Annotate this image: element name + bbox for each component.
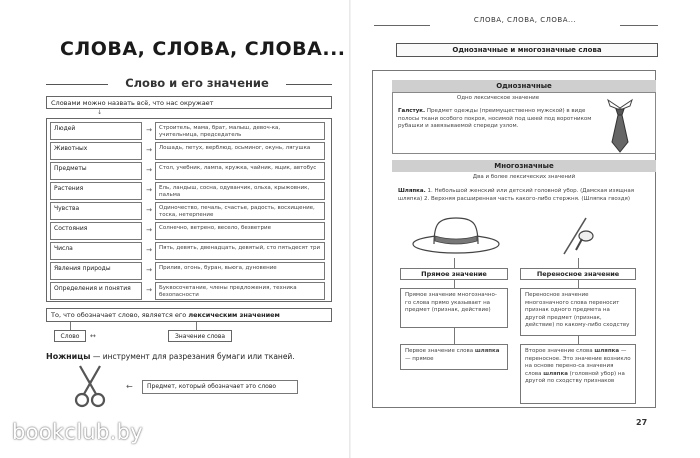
examples-cell: Буквосочетание, члены предложения, техника безопасности	[155, 282, 325, 300]
direct-example-box	[400, 344, 508, 370]
scissors-icon	[70, 364, 112, 410]
mnogoznachnye-sub: Два и более лексических значений	[472, 174, 576, 180]
figurative-example-suffix: (головной убор) на другой по сходству признаков	[525, 370, 625, 384]
category-cell: Людей	[50, 122, 142, 140]
examples-cell: Стол, учебник, лампа, кружка, чайник, ящик, автобус	[155, 162, 325, 180]
category-cell: Состояния	[50, 222, 142, 240]
examples-cell: Прилив, огонь, буран, вьюга, дуновение	[155, 262, 325, 280]
book-gutter	[349, 0, 351, 458]
summary-bold: лексическим значением	[188, 311, 280, 319]
category-cell: Явления природы	[50, 262, 142, 280]
right-arrow: →	[146, 166, 152, 174]
intro-box: Словами можно назвать всё, что нас окружает	[46, 96, 332, 109]
figurative-meaning-title: Переносное значение	[520, 268, 636, 280]
connector-line	[70, 322, 71, 330]
subtitle-rule-right	[286, 84, 332, 85]
direct-example-word: шляпка	[474, 348, 500, 354]
odnoznachnye-sub: Одно лексическое значение	[456, 95, 540, 101]
summary-text: То, что обозначает слово, является его	[51, 311, 189, 319]
object-box: Предмет, который обозначает это слово	[142, 380, 298, 394]
down-arrow: ↓	[97, 109, 103, 116]
band-mnogoznachnye: Многозначные	[392, 160, 656, 172]
section-heading: Однозначные и многозначные слова	[396, 43, 658, 57]
figurative-example-box	[520, 344, 636, 404]
nail-icon	[556, 214, 600, 258]
direct-example-suffix: — прямое	[405, 355, 434, 362]
necktie-icon	[602, 96, 638, 154]
connector-line	[578, 280, 579, 288]
figurative-meaning-box: Переносное значение многозначного слова переносит признак одного предмета на другой предмет (признак, действие) по какому-либо сходству	[520, 288, 636, 336]
right-arrow: →	[146, 226, 152, 234]
category-cell: Чувства	[50, 202, 142, 220]
shlyapka-text: 1. Небольшой женский или детский головной убор. (Дамская изящная шляпка) 2. Верхняя расширенная часть какого-либо стержня. (Шляпка гвоздя)	[398, 188, 635, 202]
right-arrow: →	[146, 286, 152, 294]
running-head-rule-right	[620, 25, 658, 26]
watermark: bookclub.by	[12, 420, 143, 444]
figurative-example-mid: — переносное. Это значение возникло на основе перено-са значения слова	[525, 348, 631, 377]
subtitle-rule-left	[46, 84, 108, 85]
right-arrow: →	[146, 206, 152, 214]
category-cell: Животных	[50, 142, 142, 160]
figurative-example-prefix: Второе значение слова	[525, 348, 595, 354]
category-cell: Определения и понятия	[50, 282, 142, 300]
figurative-example-word2: шляпка	[543, 370, 568, 377]
connector-line	[454, 258, 455, 268]
connector-line	[578, 258, 579, 268]
meaning-box: Значение слова	[168, 330, 232, 342]
examples-cell: Пять, девять, двенадцать, девятый, сто пятьдесят три	[155, 242, 325, 260]
connector-line	[196, 322, 197, 330]
galstuk-text: Предмет одежды (преимущественно мужской) в виде полосы ткани особого покроя, носимой под шеей под воротником рубашки и завязываемой спереди узлом.	[398, 108, 592, 129]
galstuk-definition	[398, 108, 596, 131]
right-arrow: →	[146, 186, 152, 194]
page-number: 27	[636, 418, 648, 427]
connector-line	[454, 328, 455, 344]
direct-example-prefix: Первое значение слова	[405, 348, 475, 354]
right-arrow: →	[146, 266, 152, 274]
band-odnoznachnye: Однозначные	[392, 80, 656, 92]
figurative-example-word: шляпка	[594, 348, 620, 354]
shlyapka-definition	[398, 188, 638, 203]
running-head: СЛОВА, СЛОВА, СЛОВА...	[473, 16, 577, 24]
category-cell: Предметы	[50, 162, 142, 180]
right-arrow: →	[146, 246, 152, 254]
left-arrow: ←	[126, 382, 133, 391]
nozhnicy-word: Ножницы	[46, 352, 91, 361]
nozhnicy-definition	[46, 352, 336, 362]
right-arrow: →	[146, 126, 152, 134]
right-arrow: →	[146, 146, 152, 154]
hat-icon	[410, 214, 502, 256]
nozhnicy-text: — инструмент для разрезания бумаги или тканей.	[90, 352, 295, 361]
shlyapka-word: Шляпка.	[398, 188, 426, 194]
page-title: СЛОВА, СЛОВА, СЛОВА...	[60, 38, 346, 60]
examples-cell: Солнечно, ветрено, весело, безветрие	[155, 222, 325, 240]
connector-line	[578, 336, 579, 344]
examples-cell: Ель, ландыш, сосна, одуванчик, ольха, крыжовник, пальма	[155, 182, 325, 200]
running-head-rule-left	[374, 25, 430, 26]
examples-cell: Одиночество, печаль, счастье, радость, восхищение, тоска, нетерпение	[155, 202, 325, 220]
examples-cell: Лошадь, петух, верблюд, осьминог, окунь, лягушка	[155, 142, 325, 160]
category-cell: Числа	[50, 242, 142, 260]
summary-box	[46, 308, 332, 322]
word-box: Слово	[54, 330, 86, 342]
connector-line	[454, 280, 455, 288]
direct-meaning-title: Прямое значение	[400, 268, 508, 280]
category-cell: Растения	[50, 182, 142, 200]
examples-cell: Строитель, мама, брат, малыш, девоч-ка, учительница, председатель	[155, 122, 325, 140]
direct-meaning-box: Прямое значение многозначно-го слова прямо указывает на предмет (признак, действие)	[400, 288, 508, 328]
arrow-to-meaning: ↔	[90, 332, 96, 340]
subtitle: Слово и его значение	[125, 76, 269, 90]
galstuk-word: Галстук.	[398, 108, 426, 114]
